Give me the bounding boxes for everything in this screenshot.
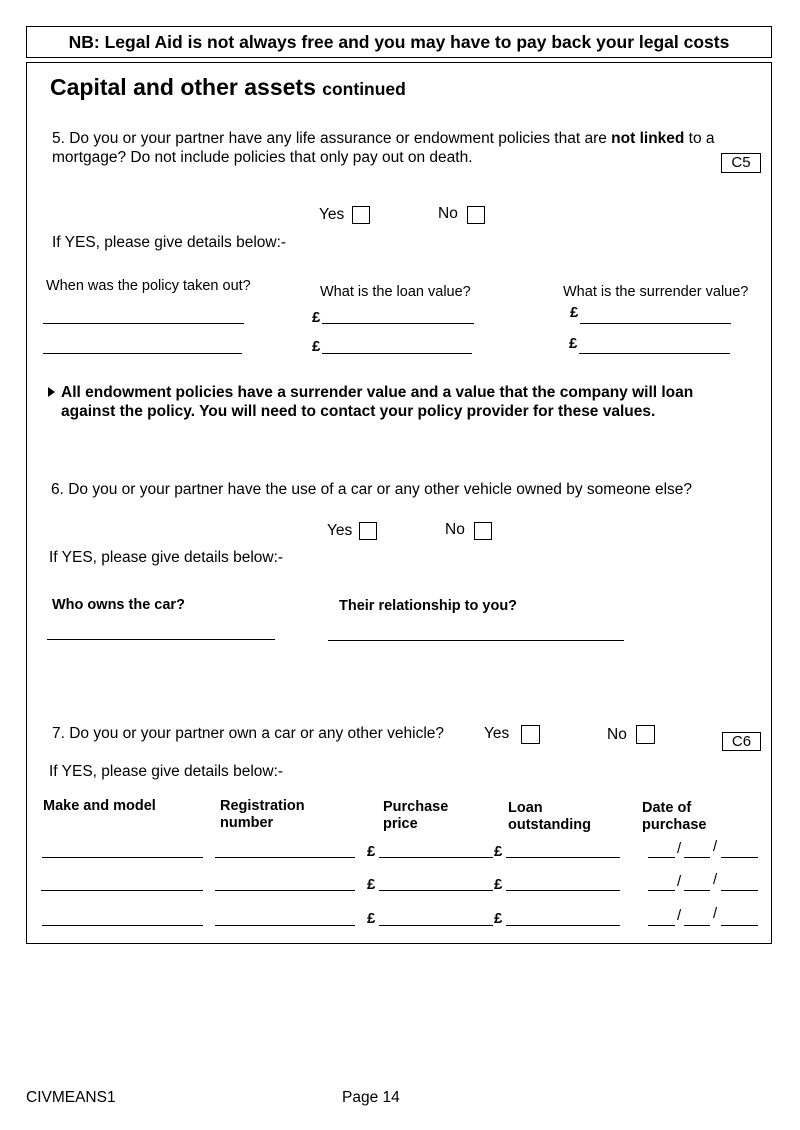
q7-registration-field-3[interactable] bbox=[215, 925, 355, 926]
q7-col-price-2: price bbox=[383, 816, 418, 832]
q5-col-surrender: What is the surrender value? bbox=[563, 284, 749, 300]
q7-price-field-1[interactable] bbox=[379, 857, 493, 858]
q5-text-line2: mortgage? Do not include policies that only pay out on death. bbox=[52, 149, 473, 166]
q7-loan-currency-1: £ bbox=[494, 843, 503, 860]
q5-policy-date-field-1[interactable] bbox=[43, 323, 244, 324]
q6-if-yes: If YES, please give details below:- bbox=[49, 549, 284, 566]
q5-question bbox=[52, 129, 762, 167]
q7-price-currency-3: £ bbox=[367, 910, 376, 927]
endowment-note bbox=[61, 383, 693, 421]
legal-aid-notice: NB: Legal Aid is not always free and you may have to pay back your legal costs bbox=[26, 26, 772, 58]
q6-yes-label: Yes bbox=[327, 522, 353, 539]
q7-date-day-field-3[interactable] bbox=[648, 925, 675, 926]
q7-date-year-field-3[interactable] bbox=[721, 925, 758, 926]
q7-date-day-field-2[interactable] bbox=[648, 890, 675, 891]
q5-no-label: No bbox=[438, 205, 458, 222]
q7-date-month-field-2[interactable] bbox=[684, 890, 710, 891]
q5-text-after: to a bbox=[684, 130, 715, 147]
endowment-note-line2: against the policy. You will need to contact your policy provider for these values. bbox=[61, 403, 656, 420]
q7-col-loan-1: Loan bbox=[508, 800, 543, 816]
q7-price-currency-2: £ bbox=[367, 876, 376, 893]
q7-yes-checkbox[interactable] bbox=[521, 725, 540, 744]
q5-no-checkbox[interactable] bbox=[467, 206, 485, 224]
q6-no-label: No bbox=[445, 521, 465, 538]
q7-date-sep-1b: / bbox=[713, 838, 718, 855]
q6-relationship-field[interactable] bbox=[328, 640, 624, 641]
q7-col-loan-2: outstanding bbox=[508, 817, 591, 833]
q7-make-field-3[interactable] bbox=[42, 925, 203, 926]
q5-surrender-value-field-2[interactable] bbox=[579, 353, 730, 354]
q7-loan-currency-2: £ bbox=[494, 876, 503, 893]
q7-registration-field-2[interactable] bbox=[215, 890, 355, 891]
q5-col-loan: What is the loan value? bbox=[320, 284, 471, 300]
q7-date-sep-3b: / bbox=[713, 905, 718, 922]
form-code: CIVMEANS1 bbox=[26, 1089, 116, 1106]
q6-yes-checkbox[interactable] bbox=[359, 522, 377, 540]
q7-date-month-field-3[interactable] bbox=[684, 925, 710, 926]
q6-col-owner: Who owns the car? bbox=[52, 597, 185, 613]
q7-no-checkbox[interactable] bbox=[636, 725, 655, 744]
q5-loan-currency-2: £ bbox=[312, 338, 321, 355]
q5-surrender-currency-1: £ bbox=[570, 304, 579, 321]
q7-col-registration bbox=[220, 798, 305, 832]
q7-col-price-1: Purchase bbox=[383, 799, 449, 815]
q6-question: 6. Do you or your partner have the use of a car or any other vehicle owned by someone else? bbox=[51, 481, 693, 498]
q5-col-when: When was the policy taken out? bbox=[46, 278, 251, 294]
q6-owner-field[interactable] bbox=[47, 639, 275, 640]
q7-price-field-3[interactable] bbox=[379, 925, 493, 926]
q5-yes-label: Yes bbox=[319, 206, 345, 223]
q7-loan-field-1[interactable] bbox=[506, 857, 620, 858]
q5-text-bold: not linked bbox=[611, 130, 685, 147]
q7-date-sep-2a: / bbox=[677, 873, 682, 890]
q7-registration-field-1[interactable] bbox=[215, 857, 355, 858]
q7-if-yes: If YES, please give details below:- bbox=[49, 763, 284, 780]
q7-make-field-1[interactable] bbox=[42, 857, 203, 858]
section-title-suffix: continued bbox=[322, 79, 406, 99]
q7-loan-field-3[interactable] bbox=[506, 925, 620, 926]
q5-text-before: 5. Do you or your partner have any life assurance or endowment policies that are bbox=[52, 130, 612, 147]
q7-col-date-2: purchase bbox=[642, 817, 707, 833]
section-title-text: Capital and other assets bbox=[50, 74, 316, 100]
q7-yes-label: Yes bbox=[484, 725, 510, 742]
q7-loan-currency-3: £ bbox=[494, 910, 503, 927]
q7-loan-field-2[interactable] bbox=[506, 890, 620, 891]
q7-price-currency-1: £ bbox=[367, 843, 376, 860]
q7-code-box: C6 bbox=[722, 732, 761, 751]
q7-price-field-2[interactable] bbox=[379, 890, 493, 891]
section-title bbox=[50, 74, 406, 101]
q7-no-label: No bbox=[607, 726, 627, 743]
q7-question: 7. Do you or your partner own a car or any other vehicle? bbox=[52, 725, 445, 742]
q7-make-field-2[interactable] bbox=[41, 890, 203, 891]
q5-if-yes: If YES, please give details below:- bbox=[52, 234, 287, 251]
q7-col-date bbox=[642, 800, 706, 834]
q7-col-make: Make and model bbox=[43, 798, 156, 814]
bullet-arrow-icon bbox=[48, 387, 55, 397]
q7-date-month-field-1[interactable] bbox=[684, 857, 710, 858]
q7-date-sep-2b: / bbox=[713, 871, 718, 888]
page-number: Page 14 bbox=[342, 1089, 400, 1106]
q5-surrender-currency-2: £ bbox=[569, 335, 578, 352]
q7-col-loan bbox=[508, 800, 591, 834]
q5-loan-currency-1: £ bbox=[312, 309, 321, 326]
q7-col-registration-2: number bbox=[220, 815, 274, 831]
q7-date-sep-1a: / bbox=[677, 840, 682, 857]
q6-col-relationship: Their relationship to you? bbox=[339, 598, 518, 614]
endowment-note-line1: All endowment policies have a surrender value and a value that the company will loan bbox=[61, 384, 694, 401]
q7-date-year-field-1[interactable] bbox=[721, 857, 758, 858]
q7-col-date-1: Date of bbox=[642, 800, 692, 816]
q5-surrender-value-field-1[interactable] bbox=[580, 323, 731, 324]
q7-date-sep-3a: / bbox=[677, 907, 682, 924]
q5-yes-checkbox[interactable] bbox=[352, 206, 370, 224]
q7-col-registration-1: Registration bbox=[220, 798, 305, 814]
q7-date-year-field-2[interactable] bbox=[721, 890, 758, 891]
q5-policy-date-field-2[interactable] bbox=[43, 353, 242, 354]
q7-col-price bbox=[383, 799, 448, 833]
q7-date-day-field-1[interactable] bbox=[648, 857, 675, 858]
q5-loan-value-field-1[interactable] bbox=[322, 323, 474, 324]
q5-code-box: C5 bbox=[721, 153, 761, 173]
q6-no-checkbox[interactable] bbox=[474, 522, 492, 540]
q5-loan-value-field-2[interactable] bbox=[322, 353, 472, 354]
